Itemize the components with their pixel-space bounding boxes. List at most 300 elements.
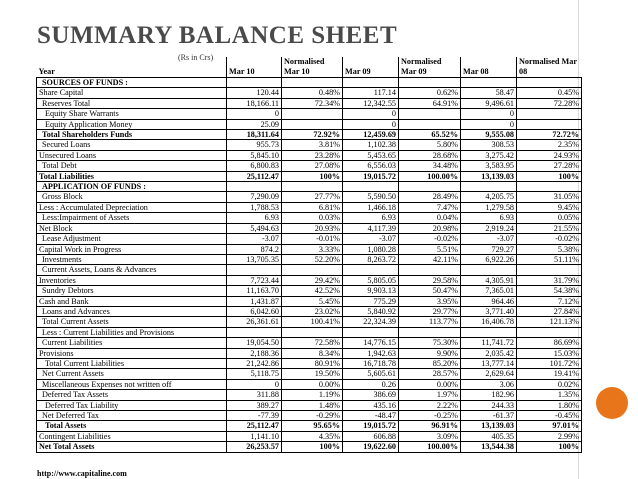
cell-norm-mar08: 1.80%: [517, 400, 582, 410]
cell-mar08: -61.37: [461, 411, 517, 421]
cell-mar09: 6,556.03: [343, 161, 399, 171]
cell-mar10: 6,042.60: [227, 306, 282, 316]
table-row: [37, 306, 582, 316]
cell-mar08: 13,777.14: [461, 358, 517, 368]
header-norm-mar10: Normalised Mar 10: [282, 57, 343, 78]
cell-norm-mar08: 9.45%: [517, 202, 582, 212]
cell-norm-mar08: [517, 119, 582, 129]
cell-mar10: 0: [227, 109, 282, 119]
cell-norm-mar08: 27.28%: [517, 161, 582, 171]
cell-norm-mar08: 72.72%: [517, 130, 582, 140]
cell-norm-mar08: 121.13%: [517, 317, 582, 327]
header-mar09: Mar 09: [343, 57, 399, 78]
table-row: [37, 411, 582, 421]
cell-norm-mar09: 1.97%: [399, 390, 461, 400]
cell-mar09: [343, 327, 399, 337]
cell-norm-mar09: 29.58%: [399, 275, 461, 285]
cell-mar08: 13,139.03: [461, 421, 517, 431]
row-label: Contingent Liabilities: [37, 431, 227, 441]
orange-circle-decoration: [596, 387, 628, 419]
cell-norm-mar10: 0.48%: [282, 88, 343, 98]
cell-norm-mar09: 42.11%: [399, 254, 461, 264]
cell-norm-mar09: 113.77%: [399, 317, 461, 327]
cell-mar09: 0: [343, 119, 399, 129]
table-row: [37, 244, 582, 254]
cell-mar08: 4,205.75: [461, 192, 517, 202]
cell-norm-mar10: 1.19%: [282, 390, 343, 400]
cell-mar10: 6,800.83: [227, 161, 282, 171]
cell-mar08: 2,919.24: [461, 223, 517, 233]
cell-mar10: 1,788.53: [227, 202, 282, 212]
cell-norm-mar08: 101.72%: [517, 358, 582, 368]
cell-mar08: [461, 78, 517, 88]
cell-norm-mar08: 86.69%: [517, 338, 582, 348]
cell-norm-mar09: 65.52%: [399, 130, 461, 140]
cell-norm-mar08: 100%: [517, 442, 582, 452]
row-label: Net Block: [37, 223, 227, 233]
cell-norm-mar08: 31.79%: [517, 275, 582, 285]
cell-norm-mar09: 5.51%: [399, 244, 461, 254]
cell-mar10: 19,054.50: [227, 338, 282, 348]
cell-norm-mar09: 64.91%: [399, 98, 461, 108]
cell-norm-mar10: 100.41%: [282, 317, 343, 327]
cell-norm-mar08: -0.02%: [517, 234, 582, 244]
cell-norm-mar09: 28.68%: [399, 150, 461, 160]
cell-norm-mar09: 0.00%: [399, 379, 461, 389]
cell-norm-mar10: 3.81%: [282, 140, 343, 150]
cell-mar09: 1,942.63: [343, 348, 399, 358]
header-row: [37, 57, 582, 78]
cell-mar08: 9,496.61: [461, 98, 517, 108]
table-row: [37, 130, 582, 140]
cell-mar09: 1,466.18: [343, 202, 399, 212]
table-row: [37, 182, 582, 192]
cell-norm-mar09: 100.00%: [399, 171, 461, 181]
cell-mar09: 606.88: [343, 431, 399, 441]
row-label: Net Total Assets: [37, 442, 227, 452]
cell-norm-mar10: [282, 78, 343, 88]
cell-mar09: 5,453.65: [343, 150, 399, 160]
table-row: [37, 379, 582, 389]
row-label: Investments: [37, 254, 227, 264]
cell-mar10: 5,845.10: [227, 150, 282, 160]
cell-norm-mar08: 21.55%: [517, 223, 582, 233]
cell-norm-mar08: [517, 109, 582, 119]
row-label: Gross Block: [37, 192, 227, 202]
cell-mar10: 18,311.64: [227, 130, 282, 140]
cell-norm-mar10: [282, 182, 343, 192]
cell-mar08: 6.93: [461, 213, 517, 223]
row-label: Provisions: [37, 348, 227, 358]
cell-norm-mar08: 5.38%: [517, 244, 582, 254]
cell-norm-mar10: 80.91%: [282, 358, 343, 368]
cell-mar08: 13,544.38: [461, 442, 517, 452]
cell-norm-mar08: 72.28%: [517, 98, 582, 108]
cell-norm-mar09: 5.80%: [399, 140, 461, 150]
table-row: [37, 140, 582, 150]
cell-mar10: 2,188.36: [227, 348, 282, 358]
row-label: Total Shareholders Funds: [37, 130, 227, 140]
cell-mar10: 26,253.57: [227, 442, 282, 452]
row-label: SOURCES OF FUNDS :: [37, 78, 227, 88]
cell-norm-mar09: 50.47%: [399, 286, 461, 296]
cell-norm-mar09: 85.20%: [399, 358, 461, 368]
row-label: Deferred Tax Liability: [37, 400, 227, 410]
cell-mar09: 12,342.55: [343, 98, 399, 108]
cell-mar08: 0: [461, 109, 517, 119]
table-row: [37, 442, 582, 452]
row-label: Current Liabilities: [37, 338, 227, 348]
cell-mar08: [461, 265, 517, 275]
table-row: [37, 223, 582, 233]
cell-norm-mar10: 52.20%: [282, 254, 343, 264]
cell-mar08: 244.33: [461, 400, 517, 410]
cell-norm-mar08: 0.45%: [517, 88, 582, 98]
cell-mar08: 405.35: [461, 431, 517, 441]
table-row: [37, 171, 582, 181]
table-row: [37, 390, 582, 400]
row-label: Inventories: [37, 275, 227, 285]
row-label: Reserves Total: [37, 98, 227, 108]
cell-mar08: 964.46: [461, 296, 517, 306]
cell-mar09: 19,015.72: [343, 421, 399, 431]
table-row: [37, 275, 582, 285]
cell-norm-mar09: [399, 182, 461, 192]
cell-norm-mar08: 0.02%: [517, 379, 582, 389]
cell-mar10: [227, 182, 282, 192]
table-row: [37, 98, 582, 108]
cell-mar09: 1,080.28: [343, 244, 399, 254]
cell-mar08: 3,275.42: [461, 150, 517, 160]
cell-norm-mar10: 100%: [282, 442, 343, 452]
cell-norm-mar09: [399, 265, 461, 275]
cell-norm-mar08: 1.35%: [517, 390, 582, 400]
row-label: Less : Accumulated Depreciation: [37, 202, 227, 212]
table-row: [37, 265, 582, 275]
cell-norm-mar09: 75.30%: [399, 338, 461, 348]
balance-sheet-table: [36, 57, 582, 453]
cell-mar08: 13,139.03: [461, 171, 517, 181]
cell-norm-mar10: -0.29%: [282, 411, 343, 421]
cell-norm-mar10: 100%: [282, 171, 343, 181]
cell-mar10: 13,705.35: [227, 254, 282, 264]
cell-norm-mar08: -0.45%: [517, 411, 582, 421]
page-title: SUMMARY BALANCE SHEET: [37, 22, 398, 49]
cell-norm-mar09: 9.90%: [399, 348, 461, 358]
row-label: Less : Current Liabilities and Provisions: [37, 327, 227, 337]
row-label: Loans and Advances: [37, 306, 227, 316]
cell-norm-mar08: [517, 327, 582, 337]
cell-mar09: 117.14: [343, 88, 399, 98]
row-label: Capital Work in Progress: [37, 244, 227, 254]
cell-mar10: 7,723.44: [227, 275, 282, 285]
cell-mar10: 18,166.11: [227, 98, 282, 108]
cell-mar10: 874.2: [227, 244, 282, 254]
cell-mar08: 9,555.08: [461, 130, 517, 140]
cell-norm-mar08: [517, 78, 582, 88]
row-label: Current Assets, Loans & Advances: [37, 265, 227, 275]
row-label: Secured Loans: [37, 140, 227, 150]
cell-mar09: 435.16: [343, 400, 399, 410]
row-label: Total Liabilities: [37, 171, 227, 181]
cell-mar09: 0: [343, 109, 399, 119]
cell-norm-mar10: [282, 327, 343, 337]
unit-note: (Rs in Crs): [178, 53, 214, 62]
cell-mar10: 25,112.47: [227, 171, 282, 181]
cell-mar10: 5,494.63: [227, 223, 282, 233]
cell-mar09: 8,263.72: [343, 254, 399, 264]
row-label: Lease Adjustment: [37, 234, 227, 244]
cell-mar10: -3.07: [227, 234, 282, 244]
table-body: [37, 78, 582, 453]
cell-norm-mar10: 72.58%: [282, 338, 343, 348]
cell-mar10: 26,361.61: [227, 317, 282, 327]
table-row: [37, 327, 582, 337]
cell-norm-mar09: -0.25%: [399, 411, 461, 421]
cell-mar09: 14,776.15: [343, 338, 399, 348]
cell-norm-mar10: 29.42%: [282, 275, 343, 285]
cell-norm-mar10: 3.33%: [282, 244, 343, 254]
row-label: Deferred Tax Assets: [37, 390, 227, 400]
cell-norm-mar10: 23.28%: [282, 150, 343, 160]
cell-mar10: 389.27: [227, 400, 282, 410]
row-label: Unsecured Loans: [37, 150, 227, 160]
row-label: Total Current Assets: [37, 317, 227, 327]
cell-mar08: 2,629.64: [461, 369, 517, 379]
cell-norm-mar09: [399, 119, 461, 129]
cell-norm-mar08: 15.03%: [517, 348, 582, 358]
table-row: [37, 78, 582, 88]
cell-mar10: 120.44: [227, 88, 282, 98]
cell-mar08: 4,305.91: [461, 275, 517, 285]
table-row: [37, 338, 582, 348]
cell-norm-mar08: 100%: [517, 171, 582, 181]
cell-mar09: 386.69: [343, 390, 399, 400]
balance-sheet-table-container: [36, 57, 581, 453]
table-row: [37, 400, 582, 410]
cell-norm-mar10: 8.34%: [282, 348, 343, 358]
row-label: Total Debt: [37, 161, 227, 171]
cell-mar09: 5,805.05: [343, 275, 399, 285]
table-row: [37, 358, 582, 368]
cell-mar08: 11,741.72: [461, 338, 517, 348]
cell-mar09: 6.93: [343, 213, 399, 223]
cell-norm-mar10: -0.01%: [282, 234, 343, 244]
table-row: [37, 150, 582, 160]
row-label: Sundry Debtors: [37, 286, 227, 296]
cell-mar09: 22,324.39: [343, 317, 399, 327]
cell-mar10: 25,112.47: [227, 421, 282, 431]
cell-mar08: 6,922.26: [461, 254, 517, 264]
table-row: [37, 296, 582, 306]
cell-mar10: 7,290.09: [227, 192, 282, 202]
cell-norm-mar09: [399, 109, 461, 119]
cell-norm-mar08: 7.12%: [517, 296, 582, 306]
cell-mar08: 0: [461, 119, 517, 129]
cell-norm-mar09: 7.47%: [399, 202, 461, 212]
cell-norm-mar08: [517, 182, 582, 192]
cell-norm-mar10: 27.77%: [282, 192, 343, 202]
row-label: Equity Share Warrants: [37, 109, 227, 119]
cell-norm-mar09: [399, 327, 461, 337]
cell-norm-mar10: [282, 265, 343, 275]
cell-mar09: 19,015.72: [343, 171, 399, 181]
cell-norm-mar10: 72.92%: [282, 130, 343, 140]
cell-norm-mar09: 3.09%: [399, 431, 461, 441]
cell-mar10: 5,118.75: [227, 369, 282, 379]
cell-norm-mar09: 0.04%: [399, 213, 461, 223]
cell-mar08: 3,583.95: [461, 161, 517, 171]
cell-norm-mar09: 20.98%: [399, 223, 461, 233]
cell-mar10: 11,163.70: [227, 286, 282, 296]
cell-mar09: 19,622.60: [343, 442, 399, 452]
cell-mar09: 12,459.69: [343, 130, 399, 140]
cell-mar08: [461, 182, 517, 192]
row-label: Net Deferred Tax: [37, 411, 227, 421]
cell-mar09: 0.26: [343, 379, 399, 389]
cell-norm-mar09: [399, 78, 461, 88]
cell-norm-mar08: 27.84%: [517, 306, 582, 316]
table-row: [37, 213, 582, 223]
cell-mar09: -3.07: [343, 234, 399, 244]
row-label: Equity Application Money: [37, 119, 227, 129]
row-label: Total Assets: [37, 421, 227, 431]
cell-norm-mar08: 97.01%: [517, 421, 582, 431]
cell-mar10: 25.09: [227, 119, 282, 129]
cell-norm-mar10: [282, 109, 343, 119]
cell-mar08: 7,365.01: [461, 286, 517, 296]
row-label: Total Current Liabilities: [37, 358, 227, 368]
footer-url: http://www.capitaline.com: [37, 469, 127, 478]
table-row: [37, 202, 582, 212]
cell-norm-mar10: 72.34%: [282, 98, 343, 108]
cell-norm-mar10: 20.93%: [282, 223, 343, 233]
cell-mar09: 5,840.92: [343, 306, 399, 316]
cell-mar09: 775.29: [343, 296, 399, 306]
cell-norm-mar09: 29.77%: [399, 306, 461, 316]
row-label: Net Current Assets: [37, 369, 227, 379]
cell-mar09: [343, 265, 399, 275]
cell-norm-mar10: 19.50%: [282, 369, 343, 379]
cell-mar09: 4,117.39: [343, 223, 399, 233]
table-row: [37, 119, 582, 129]
cell-norm-mar10: 0.03%: [282, 213, 343, 223]
cell-mar08: 308.53: [461, 140, 517, 150]
cell-norm-mar10: 6.81%: [282, 202, 343, 212]
table-row: [37, 161, 582, 171]
cell-mar08: 3.06: [461, 379, 517, 389]
cell-norm-mar08: 2.35%: [517, 140, 582, 150]
cell-mar09: 5,590.50: [343, 192, 399, 202]
cell-mar08: [461, 327, 517, 337]
cell-norm-mar09: -0.02%: [399, 234, 461, 244]
cell-norm-mar10: 23.02%: [282, 306, 343, 316]
cell-norm-mar08: 51.11%: [517, 254, 582, 264]
row-label: APPLICATION OF FUNDS :: [37, 182, 227, 192]
cell-mar08: 729.27: [461, 244, 517, 254]
cell-mar10: 21,242.86: [227, 358, 282, 368]
cell-norm-mar09: 3.95%: [399, 296, 461, 306]
cell-mar10: 1,431.87: [227, 296, 282, 306]
cell-norm-mar08: 24.93%: [517, 150, 582, 160]
cell-mar10: 1,141.10: [227, 431, 282, 441]
cell-norm-mar08: 19.41%: [517, 369, 582, 379]
cell-norm-mar09: 96.91%: [399, 421, 461, 431]
cell-norm-mar10: [282, 119, 343, 129]
cell-mar10: [227, 327, 282, 337]
table-row: [37, 369, 582, 379]
table-row: [37, 431, 582, 441]
cell-mar08: 182.96: [461, 390, 517, 400]
cell-mar08: 3,771.40: [461, 306, 517, 316]
cell-norm-mar08: 0.05%: [517, 213, 582, 223]
cell-norm-mar10: 1.48%: [282, 400, 343, 410]
cell-norm-mar08: 54.38%: [517, 286, 582, 296]
row-label: Less:Impairment of Assets: [37, 213, 227, 223]
cell-mar08: 16,406.78: [461, 317, 517, 327]
row-label: Cash and Bank: [37, 296, 227, 306]
cell-mar09: [343, 78, 399, 88]
header-mar08: Mar 08: [461, 57, 517, 78]
cell-mar09: 5,605.61: [343, 369, 399, 379]
table-row: [37, 421, 582, 431]
cell-norm-mar10: 95.65%: [282, 421, 343, 431]
cell-mar09: 16,718.78: [343, 358, 399, 368]
cell-mar10: 6.93: [227, 213, 282, 223]
cell-norm-mar09: 28.49%: [399, 192, 461, 202]
cell-mar09: [343, 182, 399, 192]
cell-norm-mar10: 0.00%: [282, 379, 343, 389]
table-row: [37, 88, 582, 98]
cell-mar08: -3.07: [461, 234, 517, 244]
table-row: [37, 109, 582, 119]
cell-mar08: 2,035.42: [461, 348, 517, 358]
cell-norm-mar08: 2.99%: [517, 431, 582, 441]
cell-norm-mar08: [517, 265, 582, 275]
cell-norm-mar08: 31.05%: [517, 192, 582, 202]
cell-norm-mar10: 5.45%: [282, 296, 343, 306]
row-label: Miscellaneous Expenses not written off: [37, 379, 227, 389]
table-row: [37, 348, 582, 358]
cell-mar10: [227, 78, 282, 88]
cell-norm-mar09: 28.57%: [399, 369, 461, 379]
cell-norm-mar09: 34.48%: [399, 161, 461, 171]
header-norm-mar09: Normalised Mar 09: [399, 57, 461, 78]
table-row: [37, 286, 582, 296]
cell-mar10: 311.88: [227, 390, 282, 400]
row-label: Share Capital: [37, 88, 227, 98]
cell-norm-mar10: 42.52%: [282, 286, 343, 296]
table-row: [37, 254, 582, 264]
cell-norm-mar10: 27.08%: [282, 161, 343, 171]
cell-mar10: [227, 265, 282, 275]
table-row: [37, 234, 582, 244]
cell-mar10: 955.73: [227, 140, 282, 150]
cell-mar09: 9,903.13: [343, 286, 399, 296]
cell-mar08: 58.47: [461, 88, 517, 98]
cell-mar09: 1,102.38: [343, 140, 399, 150]
cell-norm-mar09: 2.22%: [399, 400, 461, 410]
table-row: [37, 317, 582, 327]
table-row: [37, 192, 582, 202]
header-year: Year: [37, 57, 227, 78]
cell-norm-mar10: 4.35%: [282, 431, 343, 441]
cell-mar09: -48.47: [343, 411, 399, 421]
header-mar10: Mar 10: [227, 57, 282, 78]
cell-norm-mar09: 0.62%: [399, 88, 461, 98]
cell-mar08: 1,279.58: [461, 202, 517, 212]
cell-mar10: 0: [227, 379, 282, 389]
